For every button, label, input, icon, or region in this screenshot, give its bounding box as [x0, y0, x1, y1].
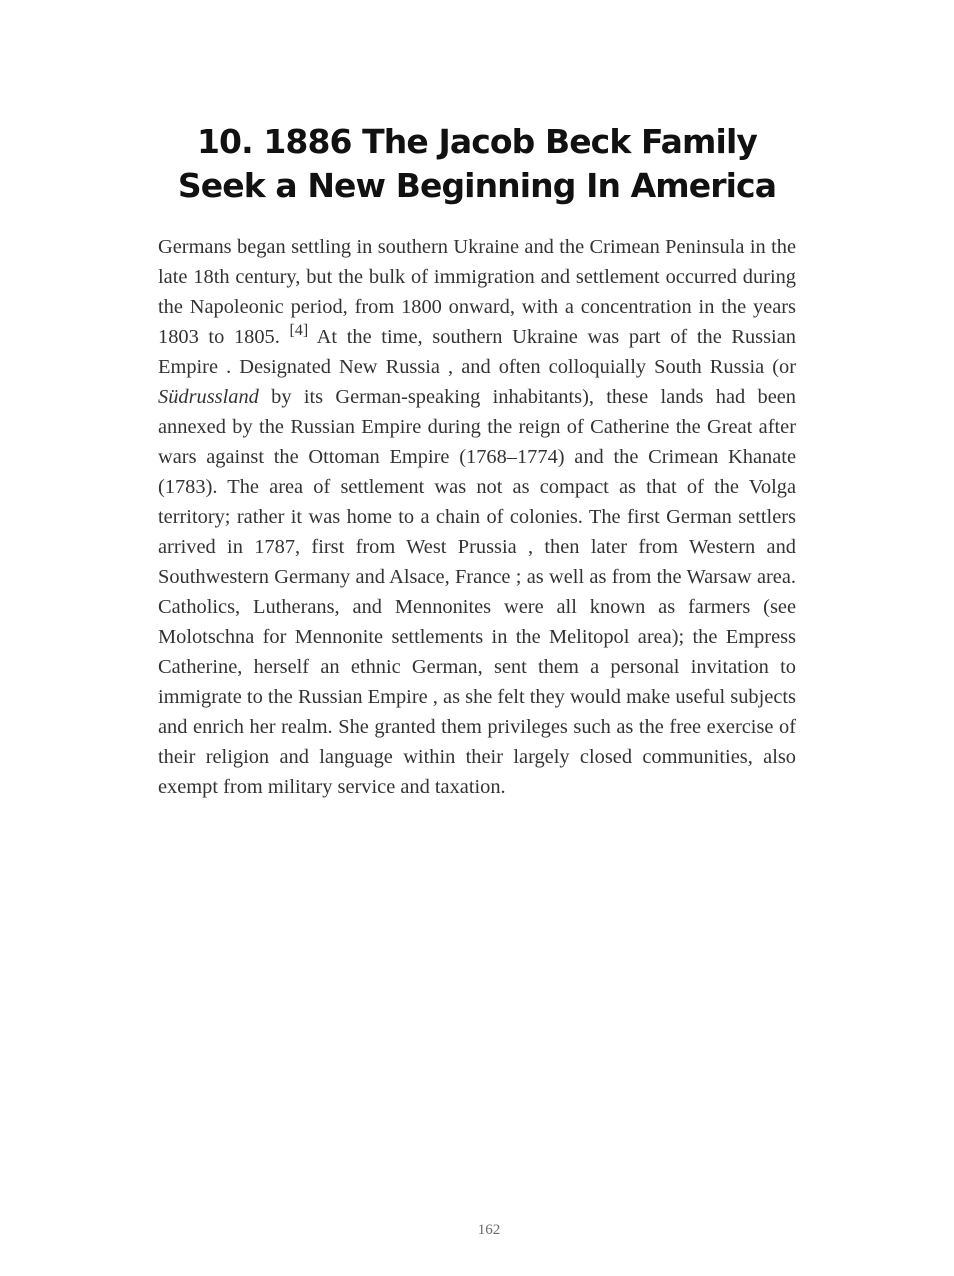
italic-term: Südrussland: [158, 386, 259, 408]
chapter-title: 10. 1886 The Jacob Beck Family Seek a New Beginning In America: [177, 122, 777, 205]
paragraph-text-part-3: by its German-speaking inhabitants), these lands had been annexed by the Russian Empire during the reign of Catherine the Great after wars against the Ottoman Empire (1768–1774) and the Crimean Khanate (1783). The area of settlement was not as compact as that of the Volga territory; rather it was home to a chain of colonies. The first German settlers arrived in 1787, first from West Prussia , then later from Western and Southwestern Germany and Alsace, France ; as well as from the Warsaw area. Catholics, Lutherans, and Mennonites were all known as farmers (see Molotschna for Mennonite settlements in the Melitopol area); the Empress Catherine, herself an ethnic German, sent them a personal invitation to immigrate to the Russian Empire , as she felt they would make useful subjects and enrich her realm. She granted them privileges such as the free exercise of their religion and language within their largely closed communities, also exempt from military service and taxation.: [158, 386, 796, 798]
footnote-reference[interactable]: [4]: [289, 322, 309, 339]
body-paragraph: [158, 232, 796, 802]
paragraph-text-part-2: At the time, southern Ukraine was part of the Russian Empire . Designated New Russia , and often colloquially South Russia (or: [158, 326, 796, 378]
paragraph-text-part-1: Germans began settling in southern Ukraine and the Crimean Peninsula in the late 18th century, but the bulk of immigration and settlement occurred during the Napoleonic period, from 1800 onward, with a concentration in the years 1803 to 1805.: [158, 236, 796, 348]
page-number: 162: [477, 1222, 501, 1238]
